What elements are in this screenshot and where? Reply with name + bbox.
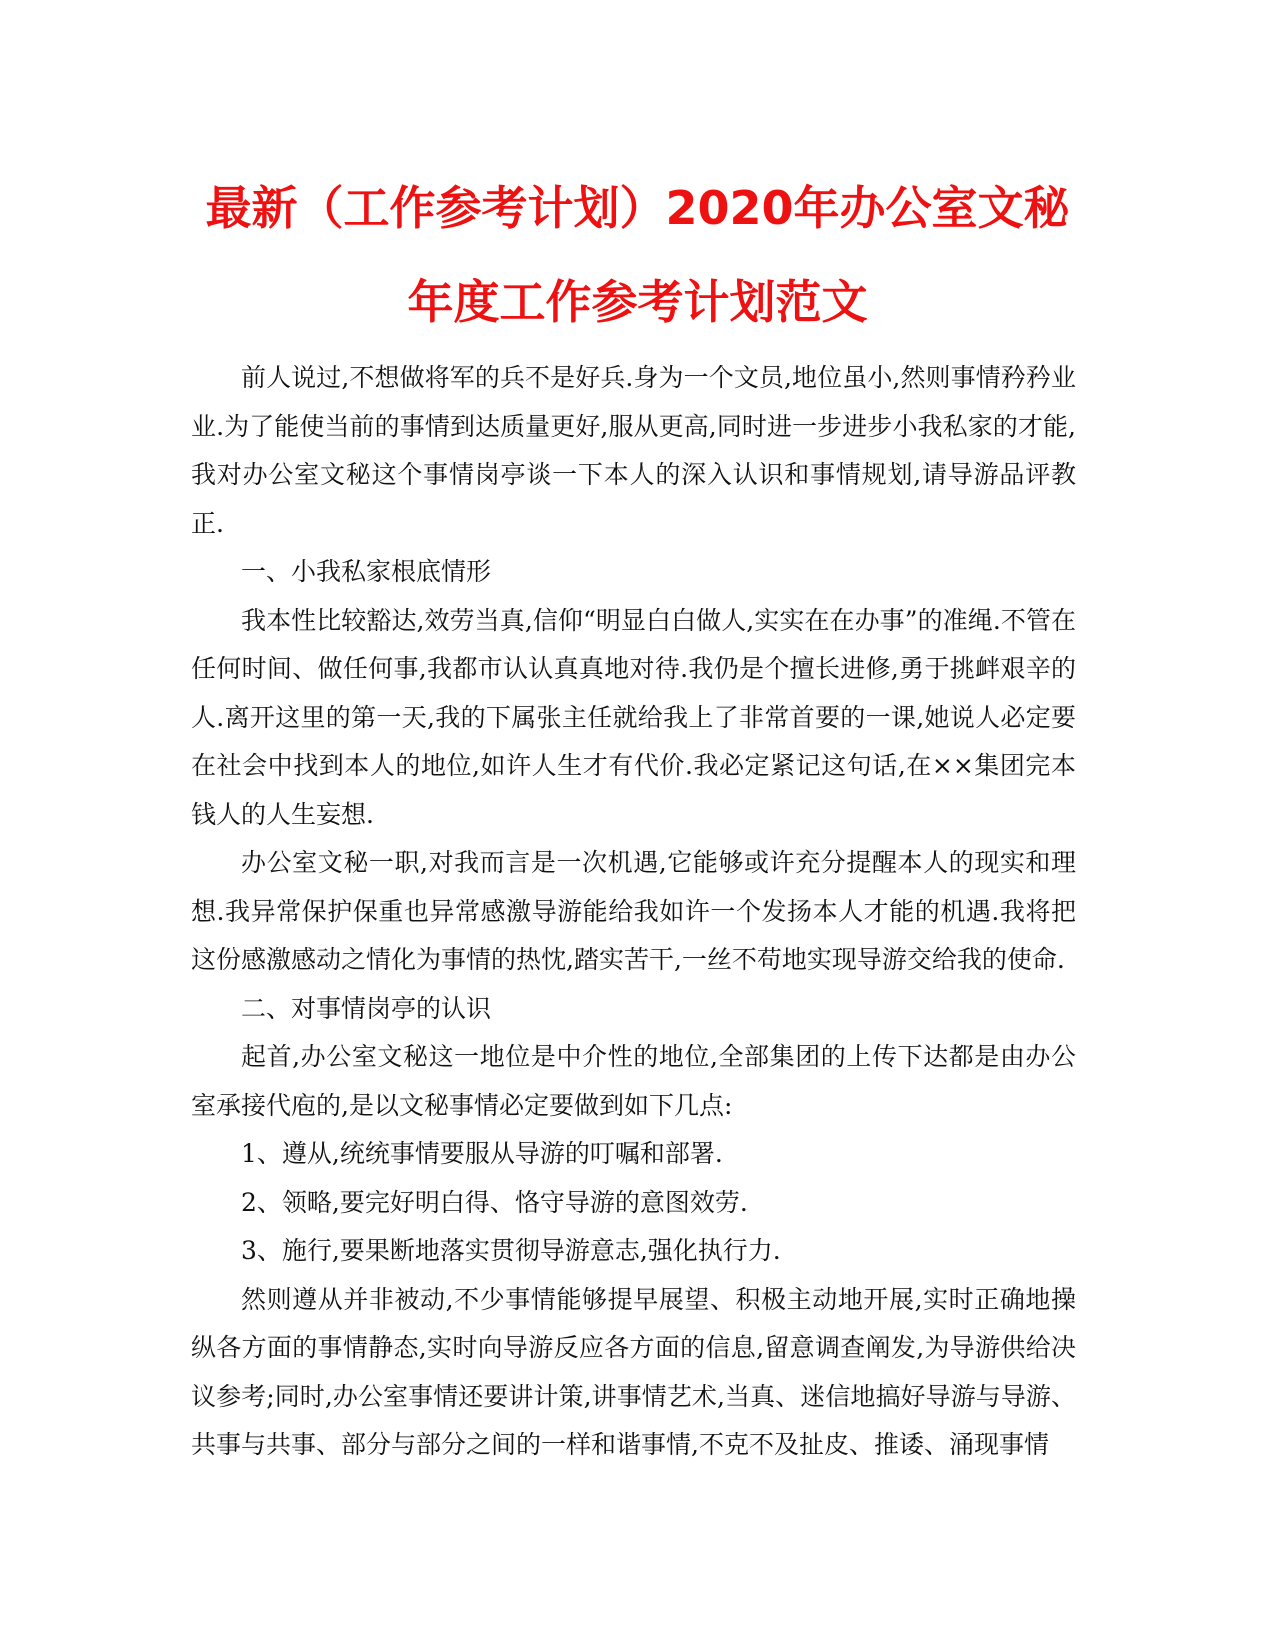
document-title-line-2: 年度工作参考计划范文 [407,275,868,329]
document-body [191,354,1076,1470]
paragraph-obedience: 然则遵从并非被动,不少事情能够提早展望、积极主动地开展,实时正确地操纵各方面的事情静态,实时向导游反应各方面的信息,留意调查阐发,为导游供给决议参考;同时,办公室事情还要讲计策,讲事情艺术,当真、迷信地搞好导游与导游、共事与共事、部分与部分之间的一样和谐事情,不克不及扯皮、推诿、涌现事情 [191,1284,1076,1459]
list-item-2: 2、领略,要完好明白得、恪守导游的意图效劳. [241,1187,748,1217]
document-title-line-1: 最新（工作参考计划）2020年办公室文秘 [205,181,1070,235]
list-item-1: 1、遵从,统统事情要服从导游的叮嘱和部署. [241,1139,723,1168]
section-heading-2: 二、对事情岗亭的认识 [241,993,492,1023]
list-item-3: 3、施行,要果断地落实贯彻导游意志,强化执行力. [241,1236,781,1265]
paragraph-intro: 前人说过,不想做将军的兵不是好兵.身为一个文员,地位虽小,然则事情矜矜业业.为了能使当前的事情到达质量更好,服从更高,同时进一步进步小我私家的才能,我对办公室文秘这个事情岗亭谈一下本人的深入认识和事情规划,请导游品评教正. [191,363,1076,538]
paragraph-position: 起首,办公室文秘这一地位是中介性的地位,全部集团的上传下达都是由办公室承接代庖的,是以文秘事情必定要做到如下几点: [191,1042,1076,1120]
section-heading-1: 一、小我私家根底情形 [241,557,492,586]
paragraph-personal: 我本性比较豁达,效劳当真,信仰“明显白白做人,实实在在办事”的准绳.不管在任何时间、做任何事,我都市认认真真地对待.我仍是个擅长进修,勇于挑衅艰辛的人.离开这里的第一天,我的下属张主任就给我上了非常首要的一课,她说人必定要在社会中找到本人的地位,如许人生才有代价.我必定紧记这句话,在××集团完本钱人的人生妄想. [191,605,1076,829]
paragraph-opportunity: 办公室文秘一职,对我而言是一次机遇,它能够或许充分提醒本人的现实和理想.我异常保护保重也异常感激导游能给我如许一个发扬本人才能的机遇.我将把这份感激感动之情化为事情的热忱,踏实苦干,一丝不苟地实现导游交给我的使命. [191,848,1076,974]
